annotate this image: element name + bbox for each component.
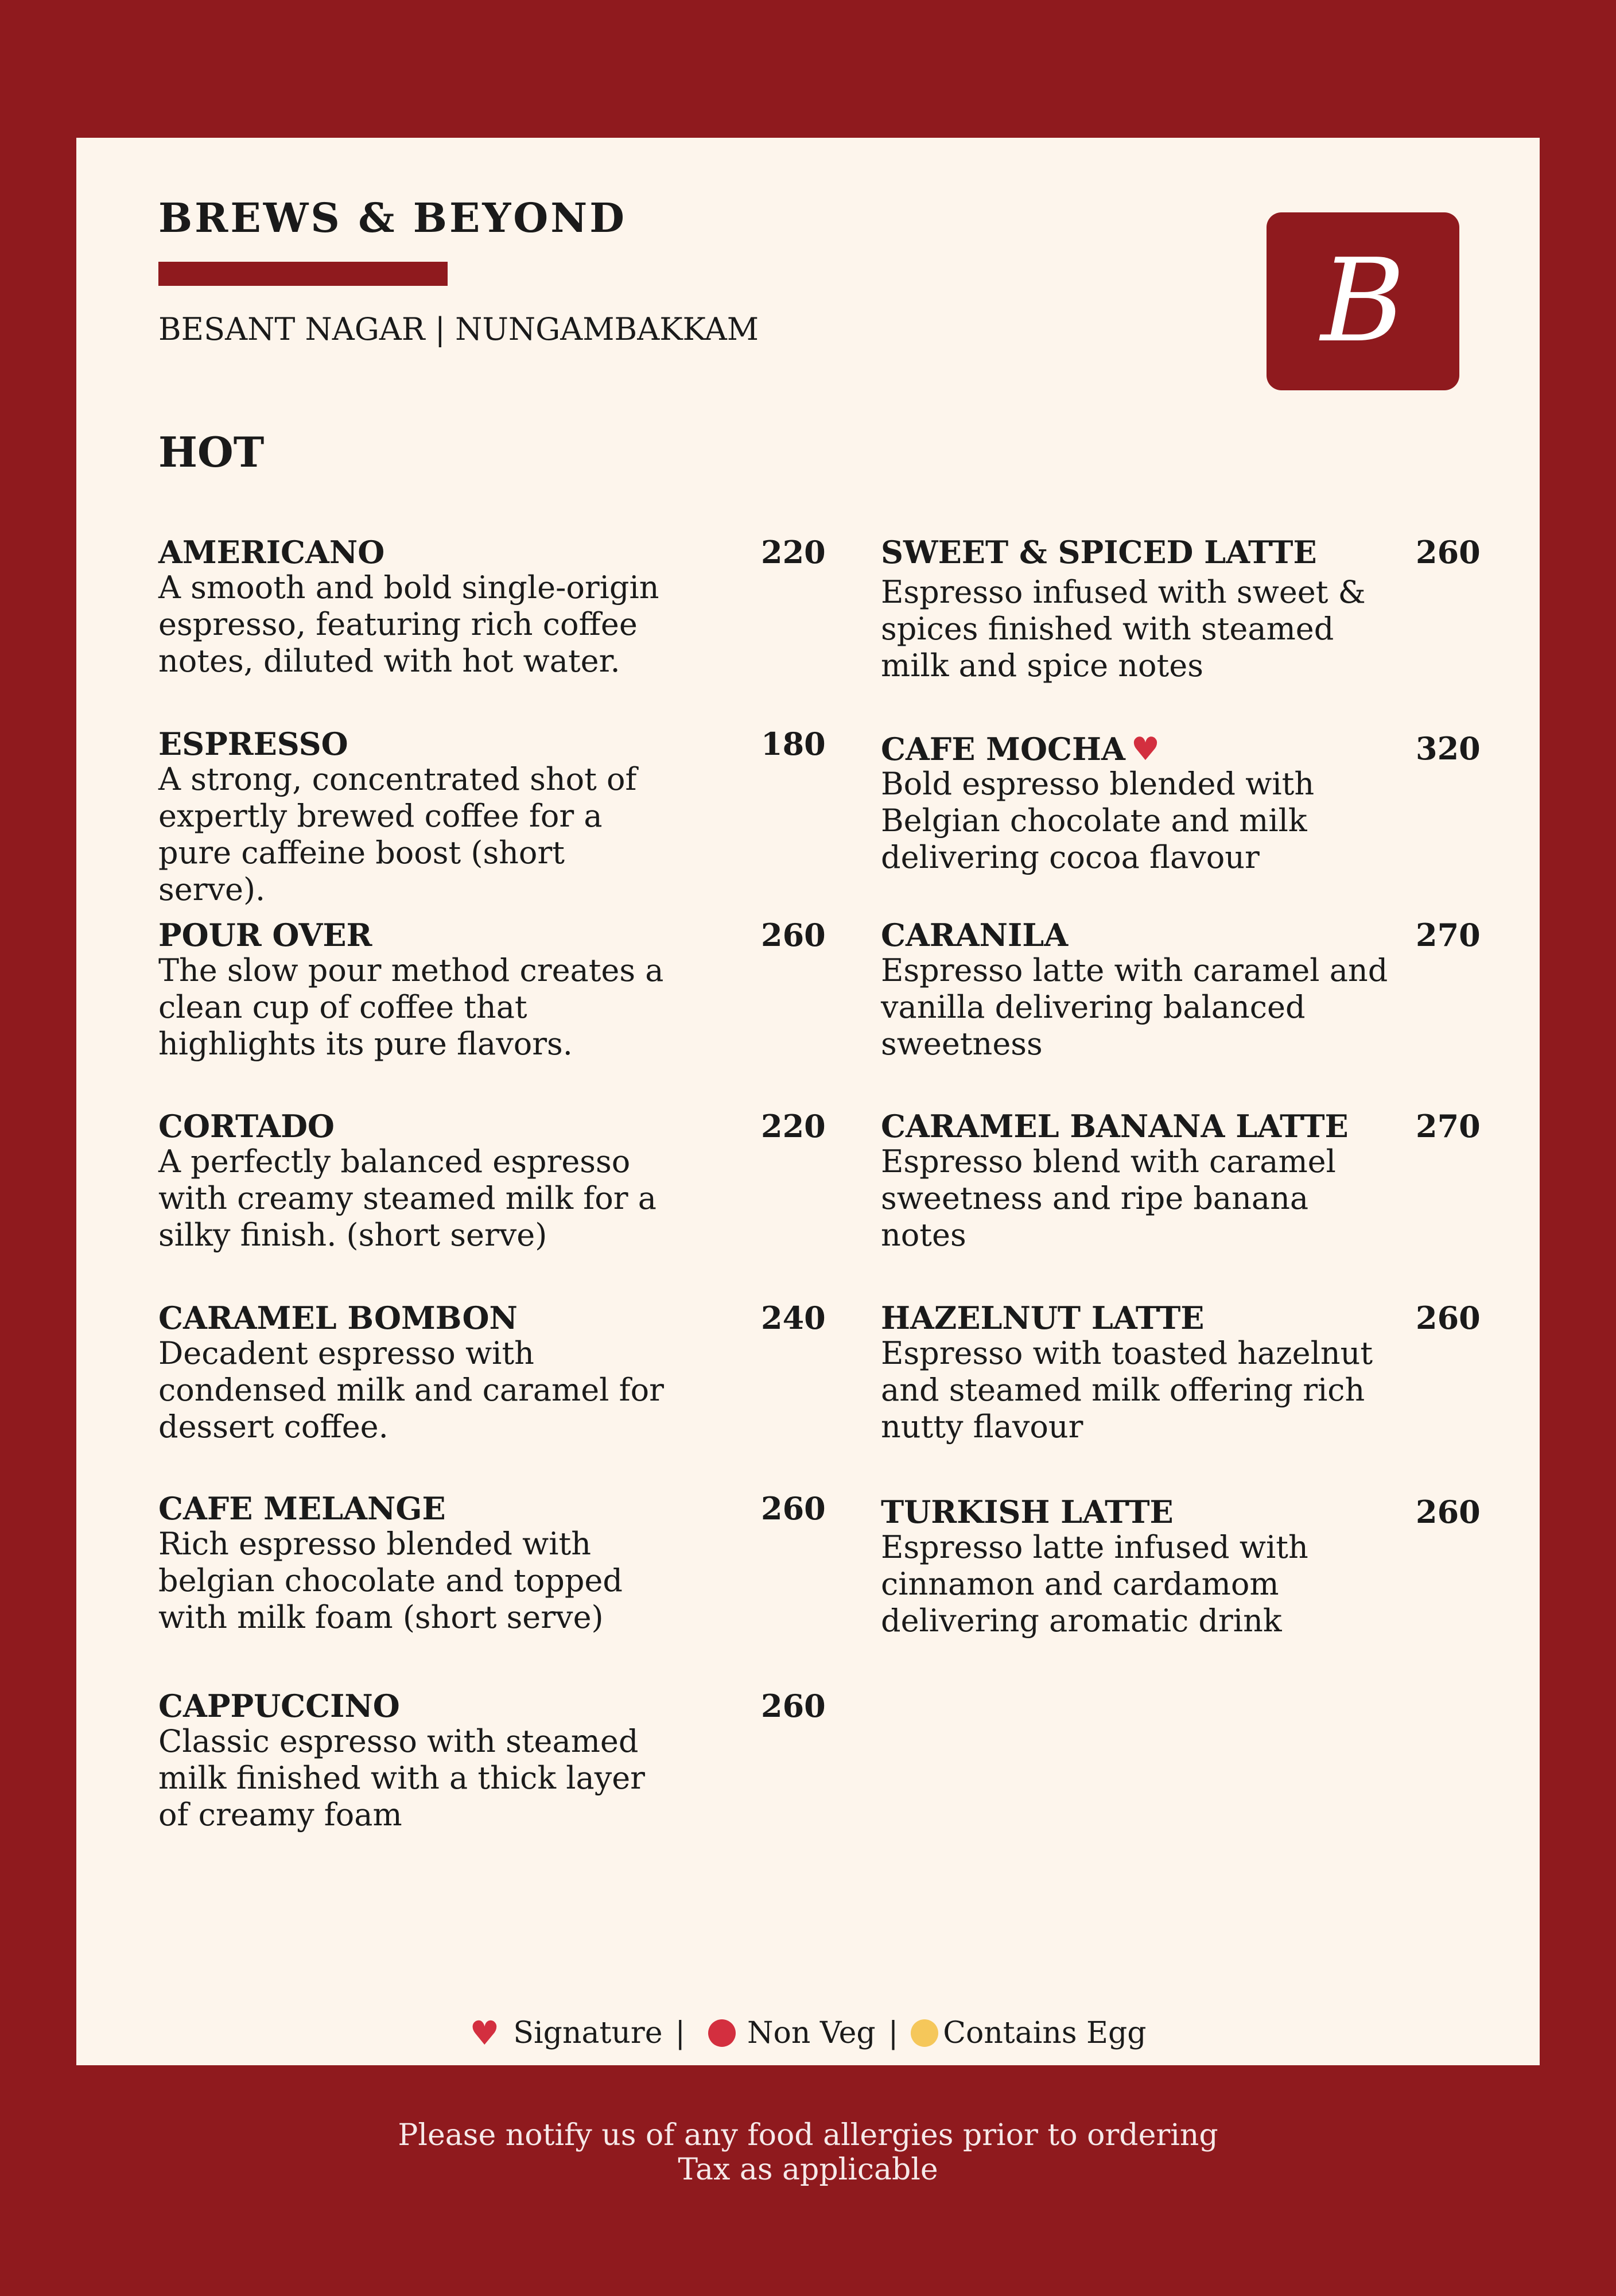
item-description: Bold espresso blended with Belgian chocolate and milk delivering cocoa flavour <box>881 766 1315 875</box>
item-description: Espresso blend with caramel sweetness and ripe banana notes <box>881 1143 1336 1253</box>
menu-item <box>158 534 826 706</box>
item-price: 180 <box>761 726 826 762</box>
item-price: 260 <box>761 1688 826 1724</box>
legend-signature: Signature <box>513 2016 663 2050</box>
legend-separator: | <box>888 2016 899 2050</box>
menu-item <box>881 1300 1481 1472</box>
item-name-text: CAFE MOCHA <box>881 731 1125 767</box>
logo-letter: B <box>1320 234 1405 368</box>
dietary-legend <box>76 2014 1540 2053</box>
section-title: HOT <box>158 428 265 476</box>
brand-underline <box>158 262 448 286</box>
signature-heart-icon: ♥ <box>469 2014 500 2053</box>
item-description: Decadent espresso with condensed milk and caramel for dessert coffee. <box>158 1335 664 1445</box>
menu-item <box>881 1108 1481 1280</box>
non-veg-dot-icon <box>708 2019 736 2047</box>
item-name: TURKISH LATTE <box>881 1494 1174 1530</box>
brand-logo <box>1267 212 1459 390</box>
legend-non-veg: Non Veg <box>747 2016 876 2050</box>
item-name: AMERICANO <box>158 534 385 571</box>
item-name: ESPRESSO <box>158 726 348 762</box>
menu-item <box>881 1494 1481 1666</box>
item-description: Rich espresso blended with belgian chocolate and topped with milk foam (short serve) <box>158 1526 623 1635</box>
item-price: 260 <box>1416 534 1481 571</box>
signature-heart-icon: ♥ <box>1131 730 1160 768</box>
footer <box>0 2118 1616 2187</box>
item-name: SWEET & SPICED LATTE <box>881 534 1317 571</box>
item-price: 220 <box>761 534 826 571</box>
item-name <box>881 730 1160 768</box>
item-price: 260 <box>761 917 826 953</box>
item-name: CAPPUCCINO <box>158 1688 400 1724</box>
legend-separator: | <box>675 2016 686 2050</box>
menu-item <box>158 726 826 907</box>
item-price: 260 <box>1416 1300 1481 1336</box>
egg-dot-icon <box>911 2019 938 2047</box>
menu-card <box>76 138 1540 2065</box>
menu-item <box>881 534 1481 706</box>
item-name: CARAMEL BANANA LATTE <box>881 1108 1349 1145</box>
menu-item <box>158 1108 826 1280</box>
item-description: Espresso with toasted hazelnut and steamed milk offering rich nutty flavour <box>881 1335 1373 1445</box>
item-description: The slow pour method creates a clean cup of coffee that highlights its pure flavors. <box>158 952 664 1062</box>
item-name: HAZELNUT LATTE <box>881 1300 1205 1336</box>
menu-item <box>158 1490 826 1662</box>
item-name: POUR OVER <box>158 917 372 953</box>
item-price: 240 <box>761 1300 826 1336</box>
menu-item <box>158 1688 826 1860</box>
item-description: Classic espresso with steamed milk finished with a thick layer of creamy foam <box>158 1723 645 1833</box>
item-price: 270 <box>1416 1108 1481 1145</box>
legend-contains-egg: Contains Egg <box>943 2016 1147 2050</box>
menu-item <box>158 1300 826 1472</box>
item-price: 270 <box>1416 917 1481 953</box>
item-description: A smooth and bold single-origin espresso, featuring rich coffee notes, diluted with hot water. <box>158 569 659 679</box>
item-description: Espresso latte with caramel and vanilla delivering balanced sweetness <box>881 952 1388 1062</box>
menu-item <box>881 730 1481 902</box>
item-name: CARAMEL BOMBON <box>158 1300 518 1336</box>
allergy-notice: Please notify us of any food allergies prior to ordering <box>398 2118 1218 2152</box>
item-description: A strong, concentrated shot of expertly brewed coffee for a pure caffeine boost (short serve). <box>158 761 637 907</box>
item-description: Espresso latte infused with cinnamon and cardamom delivering aromatic drink <box>881 1529 1308 1639</box>
item-price: 260 <box>1416 1494 1481 1530</box>
menu-item <box>881 917 1481 1089</box>
item-name: CARANILA <box>881 917 1069 953</box>
tax-notice: Tax as applicable <box>678 2152 938 2187</box>
item-name: CAFE MELANGE <box>158 1490 446 1527</box>
item-description: A perfectly balanced espresso with creamy steamed milk for a silky finish. (short serve) <box>158 1143 656 1253</box>
item-price: 320 <box>1416 730 1481 767</box>
item-price: 220 <box>761 1108 826 1145</box>
item-description: Espresso infused with sweet & spices finished with steamed milk and spice notes <box>881 574 1366 684</box>
brand-title: BREWS & BEYOND <box>158 194 627 242</box>
locations: BESANT NAGAR | NUNGAMBAKKAM <box>158 311 759 347</box>
menu-item <box>158 917 826 1089</box>
item-price: 260 <box>761 1490 826 1527</box>
item-name: CORTADO <box>158 1108 335 1145</box>
